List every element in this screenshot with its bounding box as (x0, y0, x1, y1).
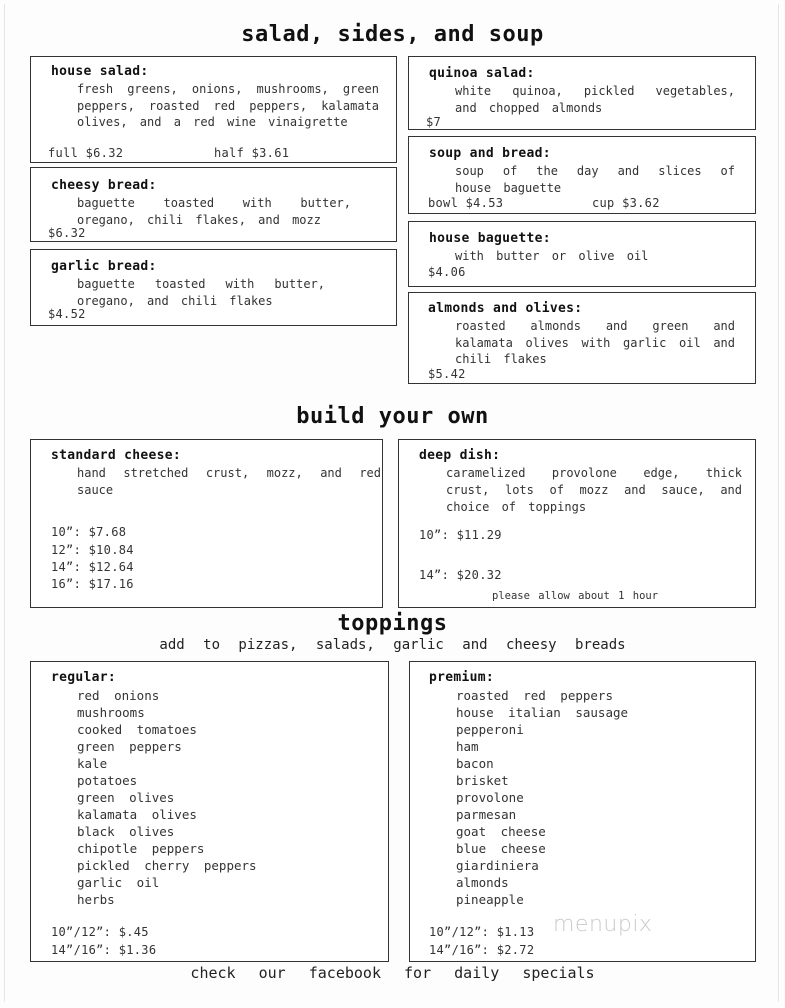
watermark-logo: menupix (553, 912, 653, 937)
house-salad-price-full: full $6.32 (48, 146, 124, 160)
deep-dish-price-14: 14”: $20.32 (419, 568, 502, 582)
list-item: herbs (77, 892, 115, 907)
almonds-olives-card (408, 292, 756, 384)
deep-dish-description: caramelized provolone edge, thick crust, lots of mozz and sauce, and choice of toppings (446, 466, 742, 514)
list-item: cooked tomatoes (77, 722, 197, 737)
list-item: bacon (456, 756, 494, 771)
house-salad-description: fresh greens, onions, mushrooms, green peppers, roasted red peppers, kalamata olives, and a red wine vinaigrette (77, 82, 379, 129)
section-title-toppings: toppings (337, 611, 448, 636)
standard-cheese-price-12: 12”: $10.84 (51, 543, 134, 557)
footer-specials: check our facebook for daily specials (190, 964, 595, 982)
regular-toppings-list (77, 687, 257, 908)
house-baguette-title: house baguette: (429, 231, 551, 246)
section-title-build: build your own (296, 404, 489, 429)
premium-price-small: 10”/12”: $1.13 (429, 925, 535, 939)
soup-price-cup: cup $3.62 (592, 196, 660, 210)
premium-toppings-title: premium: (429, 670, 495, 685)
list-item: giardiniera (456, 858, 539, 873)
house-baguette-price: $4.06 (428, 265, 466, 279)
standard-cheese-description: hand stretched crust, mozz, and red sauce (77, 466, 381, 497)
toppings-subtitle: add to pizzas, salads, garlic and cheesy breads (159, 637, 626, 653)
standard-cheese-title: standard cheese: (51, 448, 182, 463)
regular-toppings-card (30, 661, 389, 962)
almonds-olives-title: almonds and olives: (428, 301, 583, 316)
quinoa-salad-price: $7 (426, 115, 442, 129)
standard-cheese-price-16: 16”: $17.16 (51, 577, 134, 591)
cheesy-bread-price: $6.32 (48, 226, 86, 240)
list-item: mushrooms (77, 705, 145, 720)
deep-dish-price-10: 10”: $11.29 (419, 528, 502, 542)
regular-toppings-title: regular: (51, 670, 117, 685)
list-item: green olives (77, 790, 175, 805)
list-item: pineapple (456, 892, 524, 907)
house-baguette-description: with butter or olive oil (455, 249, 649, 263)
house-salad-price-half: half $3.61 (214, 146, 290, 160)
standard-cheese-price-14: 14”: $12.64 (51, 560, 134, 574)
list-item: roasted red peppers (456, 688, 613, 703)
list-item: house italian sausage (456, 705, 629, 720)
list-item: chipotle peppers (77, 841, 205, 856)
quinoa-salad-title: quinoa salad: (429, 66, 535, 81)
garlic-bread-description: baguette toasted with butter, oregano, and chili flakes (77, 277, 325, 308)
list-item: garlic oil (77, 875, 160, 890)
list-item: potatoes (77, 773, 138, 788)
list-item: almonds (456, 875, 509, 890)
regular-price-small: 10”/12”: $.45 (51, 925, 149, 939)
house-salad-card (30, 56, 397, 163)
list-item: ham (456, 739, 479, 754)
soup-and-bread-card (408, 136, 756, 214)
list-item: green peppers (77, 739, 182, 754)
garlic-bread-price: $4.52 (48, 307, 86, 321)
list-item: goat cheese (456, 824, 546, 839)
premium-price-large: 14”/16”: $2.72 (429, 943, 535, 957)
standard-cheese-card (30, 439, 383, 608)
regular-price-large: 14”/16”: $1.36 (51, 943, 157, 957)
deep-dish-note: please allow about 1 hour (492, 590, 659, 602)
soup-and-bread-description: soup of the day and slices of house baguette (455, 164, 735, 195)
soup-and-bread-title: soup and bread: (429, 146, 551, 161)
list-item: pepperoni (456, 722, 524, 737)
list-item: kalamata olives (77, 807, 197, 822)
list-item: kale (77, 756, 108, 771)
list-item: red onions (77, 688, 160, 703)
deep-dish-title: deep dish: (419, 448, 501, 463)
almonds-olives-price: $5.42 (428, 367, 466, 381)
section-title-salads: salad, sides, and soup (241, 22, 544, 47)
garlic-bread-title: garlic bread: (51, 259, 157, 274)
deep-dish-card (398, 439, 756, 608)
house-baguette-card (408, 221, 756, 287)
list-item: black olives (77, 824, 175, 839)
premium-toppings-list (456, 687, 628, 908)
cheesy-bread-card (30, 167, 397, 242)
list-item: parmesan (456, 807, 517, 822)
garlic-bread-card (30, 249, 397, 326)
almonds-olives-description: roasted almonds and green and kalamata olives with garlic oil and chili flakes (455, 319, 735, 366)
standard-cheese-price-10: 10”: $7.68 (51, 525, 127, 539)
quinoa-salad-description: white quinoa, pickled vegetables, and chopped almonds (455, 84, 735, 115)
quinoa-salad-card (408, 56, 756, 130)
cheesy-bread-title: cheesy bread: (51, 178, 157, 193)
soup-price-bowl: bowl $4.53 (428, 196, 504, 210)
house-salad-title: house salad: (51, 64, 149, 79)
list-item: blue cheese (456, 841, 546, 856)
list-item: pickled cherry peppers (77, 858, 257, 873)
list-item: brisket (456, 773, 509, 788)
list-item: provolone (456, 790, 524, 805)
cheesy-bread-description: baguette toasted with butter, oregano, chili flakes, and mozz (77, 196, 351, 227)
